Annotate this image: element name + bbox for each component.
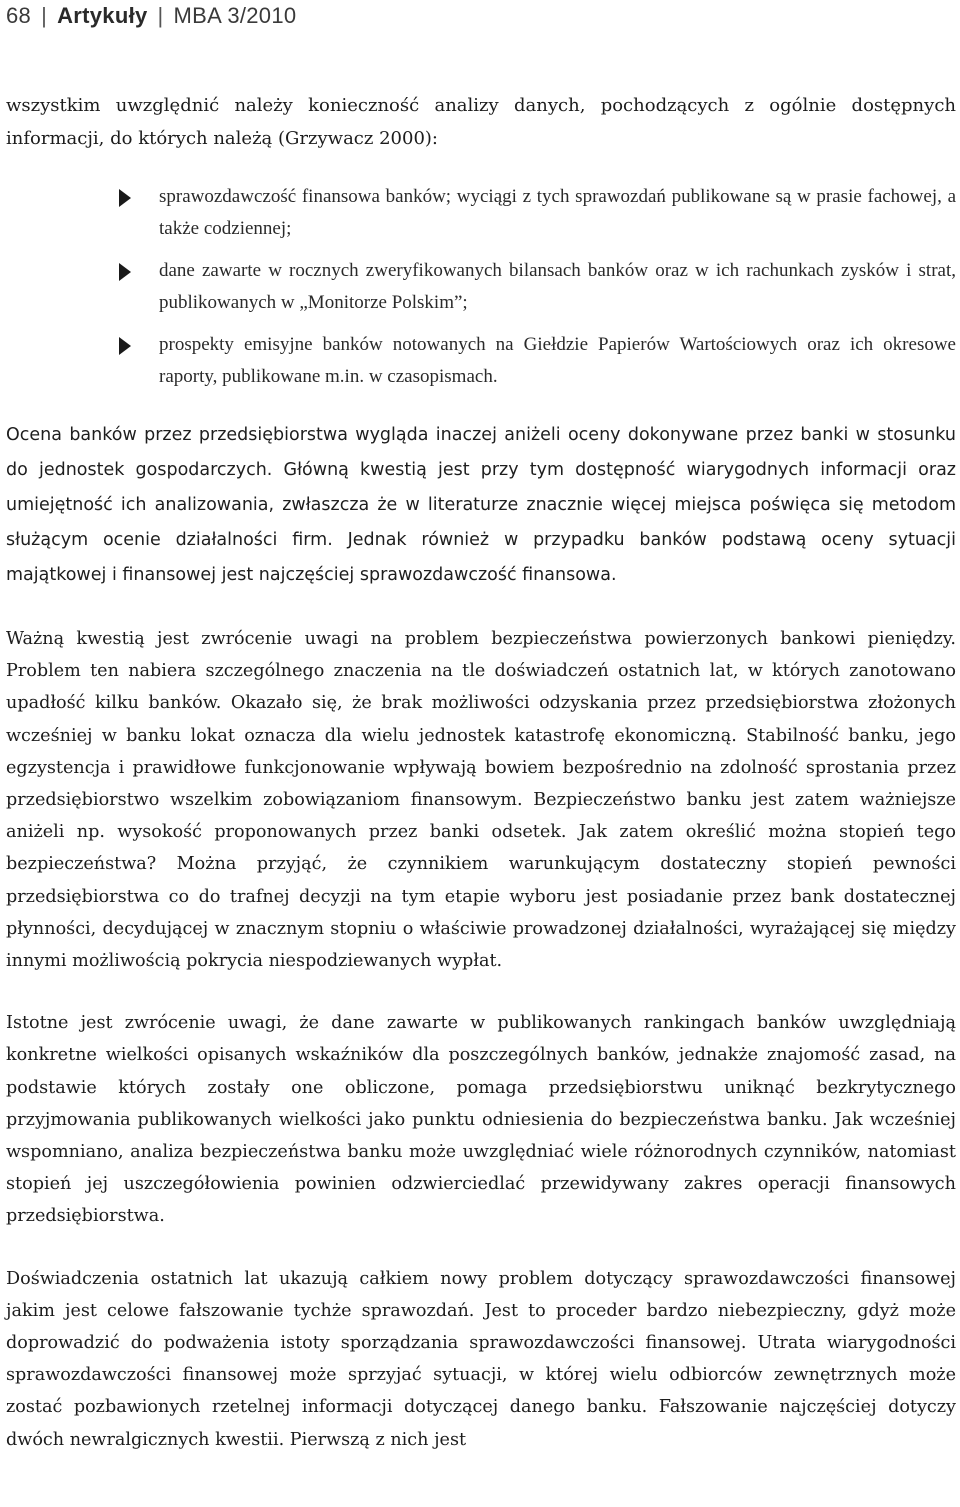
header-separator: | xyxy=(157,3,164,28)
body-paragraph: Ocena banków przez przedsiębiorstwa wygląda inaczej aniżeli oceny dokonywane przez banki w stosunku do jednostek gospodarczych. Główną kwestią jest przy tym dostępność wiarygodnych informacji oraz umiejętność ich analizowania, zwłaszcza że w literaturze znacznie więcej miejsca poświęca się metodom służącym ocenie działalności firm. Jednak również w przypadku banków podstawą oceny sytuacji majątkowej i finansowej jest najczęściej sprawozdawczość finansowa. xyxy=(6,425,956,585)
page-number: 68 xyxy=(6,3,32,28)
bullet-marker-icon xyxy=(119,263,131,281)
bullet-item xyxy=(159,255,956,318)
body-paragraph: Doświadczenia ostatnich lat ukazują całkiem nowy problem dotyczący sprawozdawczości finansowej jakim jest celowe fałszowanie tychże sprawozdań. Jest to proceder bardzo niebezpieczny, gdyż może doprowadzić do podważenia istoty sporządzania sprawozdawczości finansowej. Utrata wiarygodności sprawozdawczości finansowej może sprzyjać sytuacji, w której wielu odbiorców zewnętrznych może zostać pozbawionych rzetelnej informacji dotyczącej danego banku. Fałszowanie najczęściej dotyczy dwóch newralgicznych kwestii. Pierwszą z nich jest xyxy=(6,1268,956,1450)
issue-label: MBA 3/2010 xyxy=(173,3,297,28)
bullet-text: prospekty emisyjne banków notowanych na Giełdzie Papierów Wartościowych oraz ich okresowe raporty, publikowane m.in. w czasopismach. xyxy=(159,334,956,387)
running-header xyxy=(6,0,296,32)
body-paragraph: Istotne jest zwrócenie uwagi, że dane zawarte w publikowanych rankingach banków uwzględniają konkretne wielkości opisanych wskaźników dla poszczególnych banków, jednakże znajomość zasad, na podstawie których zostały one obliczone, pomaga przedsiębiorstwu uniknąć bezkrytycznego przyjmowania publikowanych wielkości jako punktu odniesienia do bezpieczeństwa banku. Jak wcześniej wspomniano, analiza bezpieczeństwa banku może uwzględniać wiele różnorodnych czynników, natomiast stopień jej uszczegółowienia powinien odzwierciedlać przewidywany zakres operacji finansowych przedsiębiorstwa. xyxy=(6,1013,956,1227)
section-name: Artykuły xyxy=(57,3,148,28)
bullet-marker-icon xyxy=(119,189,131,207)
header-separator: | xyxy=(41,3,48,28)
article-body xyxy=(6,90,956,1456)
bullet-list xyxy=(6,181,956,392)
intro-paragraph: wszystkim uwzględnić należy konieczność analizy danych, pochodzących z ogólnie dostępnych informacji, do których należą (Grzywacz 2000): xyxy=(6,95,956,149)
bullet-marker-icon xyxy=(119,337,131,355)
bullet-item xyxy=(159,329,956,392)
bullet-text: sprawozdawczość finansowa banków; wyciągi z tych sprawozdań publikowane są w prasie fachowej, a także codziennej; xyxy=(159,186,956,239)
bullet-text: dane zawarte w rocznych zweryfikowanych bilansach banków oraz w ich rachunkach zysków i strat, publikowanych w „Monitorze Polskim”; xyxy=(159,260,956,313)
body-paragraph: Ważną kwestią jest zwrócenie uwagi na problem bezpieczeństwa powierzonych bankowi pieniędzy. Problem ten nabiera szczególnego znaczenia na tle doświadczeń ostatnich lat, w których zanotowano upadłość kilku banków. Okazało się, że brak możliwości odzyskania przez przedsiębiorstwa złożonych wcześniej w banku lokat oznacza dla wielu jednostek katastrofę ekonomiczną. Stabilność banku, jego egzystencja i prawidłowe funkcjonowanie wpływają bowiem bezpośrednio na zdolność sprostania przez przedsiębiorstwo wszelkim zobowiązaniom finansowym. Bezpieczeństwo banku jest zatem ważniejsze aniżeli np. wysokość proponowanych przez banki odsetek. Jak zatem określić można stopień tego bezpieczeństwa? Można przyjąć, że czynnikiem warunkującym dostateczny stopień pewności przedsiębiorstwa co do trafnej decyzji na tym etapie wyboru jest posiadanie przez bank dostatecznej płynności, decydującej w znacznym stopniu o właściwie prowadzonej działalności, wyrażającej się między innymi możliwością pokrycia niespodziewanych wypłat. xyxy=(6,629,956,972)
bullet-item xyxy=(159,181,956,244)
